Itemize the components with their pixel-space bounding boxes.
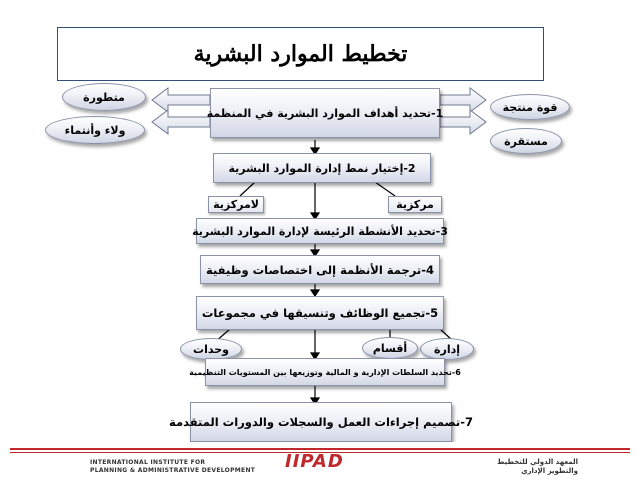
arrow-right-top [440, 88, 486, 112]
style-decentral-tag [208, 196, 264, 213]
unit-units-label: وحدات [193, 342, 229, 356]
goal-loyalty-label: ولاء وأنتماء [64, 123, 126, 137]
goal-productive-label: قوة منتجة [502, 100, 558, 114]
unit-sections-oval [362, 337, 418, 359]
unit-admin-label: إدارة [434, 342, 461, 356]
footer-arabic-line2: والتطوير الإداري [521, 467, 578, 475]
footer-arabic-line1: المعهد الدولي للتخطيط [497, 458, 578, 466]
slide-title: تخطيط الموارد البشرية [193, 41, 408, 67]
step-6-label: 6-تحديد السلطات الإدارية و المالية وتوزيعها بين المستويات التنظيمية [189, 367, 461, 377]
arrow-left-top [152, 88, 210, 112]
step-1-box [206, 88, 444, 138]
goal-advanced-oval [62, 83, 146, 111]
goal-stable-oval [490, 128, 562, 154]
style-central-label: مركزية [396, 198, 434, 211]
step-2-box [213, 153, 431, 183]
step-1-label: 1-تحديد أهداف الموارد البشرية في المنظمة [206, 106, 444, 120]
step-4-label: 4-ترجمة الأنظمة إلى اختصاصات وظيفية [205, 262, 435, 277]
step-7-label: 7-تصميم إجراءات العمل والسجلات والدورات المتقدمة [169, 415, 473, 429]
unit-sections-label: أقسام [372, 341, 408, 355]
step-5-label: 5-تجميع الوظائف وتنسيقها في مجموعات [201, 306, 439, 320]
step-5-box [196, 296, 444, 330]
goal-stable-label: مستقرة [504, 134, 548, 148]
goal-advanced-label: متطورة [83, 90, 125, 104]
step-7-box [169, 402, 473, 442]
unit-units-oval [180, 338, 242, 360]
step-3-label: 3-تحديد الأنشطة الرئيسة لإدارة الموارد البشرية [192, 224, 448, 238]
step-2-label: 2-إختيار نمط إدارة الموارد البشرية [228, 161, 416, 175]
step-3-box [192, 218, 448, 244]
style-decentral-label: لامركزية [213, 198, 259, 211]
step-4-box [200, 255, 440, 284]
footer-english-line2: PLANNING & ADMINISTRATIVE DEVELOPMENT [90, 467, 256, 474]
arrow-left-bottom [152, 110, 210, 134]
footer-logo: IIPAD [285, 451, 344, 472]
footer-divider [10, 448, 630, 450]
goal-productive-oval [490, 94, 570, 120]
style-central-tag [388, 196, 442, 213]
unit-admin-oval [420, 338, 474, 360]
arrow-right-bottom [440, 110, 486, 134]
footer-english-line1: INTERNATIONAL INSTITUTE FOR [90, 459, 206, 466]
goal-loyalty-oval [45, 116, 145, 144]
step-6-box [189, 358, 461, 386]
